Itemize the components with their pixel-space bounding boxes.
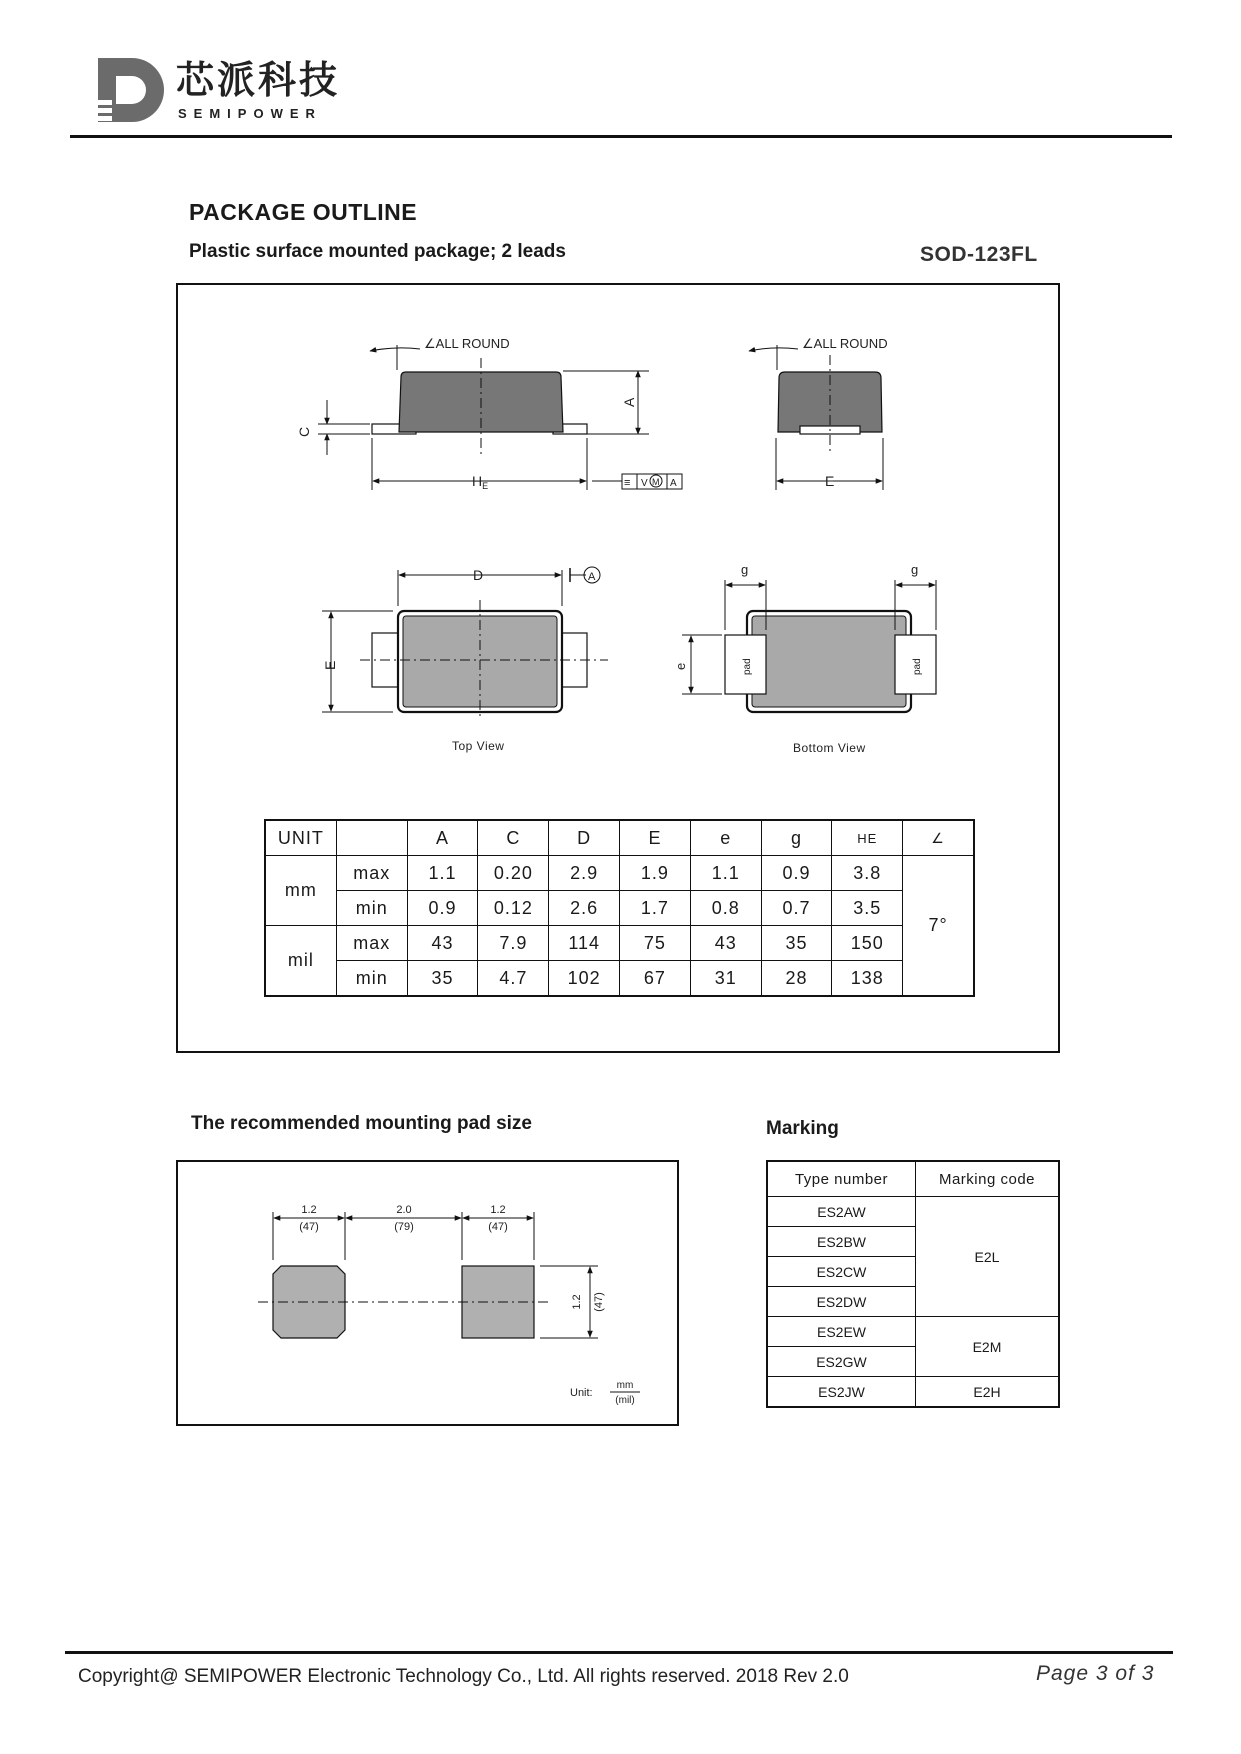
unit-mm: mm [616,1380,634,1391]
table-header-cell: D [549,820,620,856]
value-cell: 0.12 [478,891,549,926]
kind-cell: min [336,961,407,997]
value-cell: 1.1 [407,856,478,891]
table-header-cell: UNIT [265,820,336,856]
page-number: Page 3 of 3 [1036,1662,1155,1685]
pad-height-mm: 1.2 [571,1294,583,1310]
type-cell: ES2BW [767,1227,916,1257]
table-row [767,1197,1059,1227]
value-cell: 2.6 [549,891,620,926]
code-cell: E2M [916,1317,1060,1377]
table-header-cell: g [761,820,832,856]
value-cell: 35 [761,926,832,961]
value-cell: 2.9 [549,856,620,891]
value-cell: 0.9 [761,856,832,891]
table-header-cell: A [407,820,478,856]
dim-C-label: C [296,426,312,437]
value-cell: 67 [620,961,691,997]
value-cell: 150 [832,926,903,961]
dim-E-side-label: E [825,473,835,489]
pad-section-title: The recommended mounting pad size [191,1113,532,1134]
table-header-cell: e [690,820,761,856]
table-header-cell: E [620,820,691,856]
section-title: PACKAGE OUTLINE [189,199,418,225]
dim-e-label: e [673,662,688,670]
table-header-cell: ∠ [903,820,974,856]
table-row [767,1377,1059,1408]
value-cell: 31 [690,961,761,997]
pad-dim-1-mm: 1.2 [301,1204,317,1216]
value-cell: 28 [761,961,832,997]
value-cell: 43 [690,926,761,961]
bottom-view-caption: Bottom View [793,741,866,755]
section-subtitle: Plastic surface mounted package; 2 leads [189,241,566,262]
type-cell: ES2GW [767,1347,916,1377]
table-header-cell: HE [832,820,903,856]
value-cell: 35 [407,961,478,997]
value-cell: 0.7 [761,891,832,926]
value-cell: 43 [407,926,478,961]
kind-cell: min [336,891,407,926]
col-type-number: Type number [767,1161,916,1197]
unit-mil: (mil) [615,1395,635,1406]
value-cell: 1.9 [620,856,691,891]
pad-dim-3-mil: (47) [488,1221,508,1233]
unit-cell: mil [265,926,336,997]
kind-cell: max [336,856,407,891]
table-header-row [767,1161,1059,1197]
type-cell: ES2CW [767,1257,916,1287]
dim-E-top-label: E [322,660,338,670]
angle-cell: 7° [903,856,974,997]
pad-height-mil: (47) [593,1292,605,1312]
top-view-caption: Top View [452,739,505,753]
unit-label: Unit: [570,1387,593,1399]
value-cell: 138 [832,961,903,997]
type-cell: ES2DW [767,1287,916,1317]
value-cell: 75 [620,926,691,961]
value-cell: 0.8 [690,891,761,926]
tol-frame-4: A [670,478,677,489]
pad-dim-2-mil: (79) [394,1221,414,1233]
dim-g-label-right: g [911,562,919,577]
value-cell: 0.20 [478,856,549,891]
datum-A-label: A [588,571,596,583]
value-cell: 3.5 [832,891,903,926]
value-cell: 4.7 [478,961,549,997]
all-round-label-right: ∠ALL ROUND [802,336,888,351]
package-code: SOD-123FL [920,243,1038,266]
company-name-en: SEMIPOWER [178,106,322,121]
all-round-label-left: ∠ALL ROUND [424,336,510,351]
table-row [767,1317,1059,1347]
table-header-cell: C [478,820,549,856]
copyright-text: Copyright@ SEMIPOWER Electronic Technology Co., Ltd. All rights reserved. 2018 Rev 2.0 [78,1666,849,1687]
dim-D-label: D [473,567,484,583]
marking-table [766,1160,1060,1408]
unit-cell: mm [265,856,336,926]
value-cell: 7.9 [478,926,549,961]
pad-dim-1-mil: (47) [299,1221,319,1233]
tol-frame-3: M [652,477,660,487]
value-cell: 1.1 [690,856,761,891]
code-cell: E2H [916,1377,1060,1408]
pad-dim-2-mm: 2.0 [396,1204,412,1216]
type-cell: ES2JW [767,1377,916,1408]
value-cell: 0.9 [407,891,478,926]
pad-label-left: pad [742,658,753,675]
value-cell: 114 [549,926,620,961]
pad-dim-3-mm: 1.2 [490,1204,506,1216]
type-cell: ES2EW [767,1317,916,1347]
tol-frame-2: V [641,478,648,489]
pad-label-right: pad [912,658,923,675]
dim-g-label-left: g [741,562,749,577]
footer-divider [65,1651,1173,1654]
code-cell: E2L [916,1197,1060,1317]
company-name-cn: 芯派科技 [176,60,341,102]
dim-A-label: A [621,397,637,407]
kind-cell: max [336,926,407,961]
tol-frame-1: ≡ [624,477,631,489]
col-marking-code: Marking code [916,1161,1060,1197]
marking-section-title: Marking [766,1118,839,1139]
dim-HE-label: $H_E$ [472,473,489,491]
value-cell: 102 [549,961,620,997]
value-cell: 1.7 [620,891,691,926]
type-cell: ES2AW [767,1197,916,1227]
value-cell: 3.8 [832,856,903,891]
